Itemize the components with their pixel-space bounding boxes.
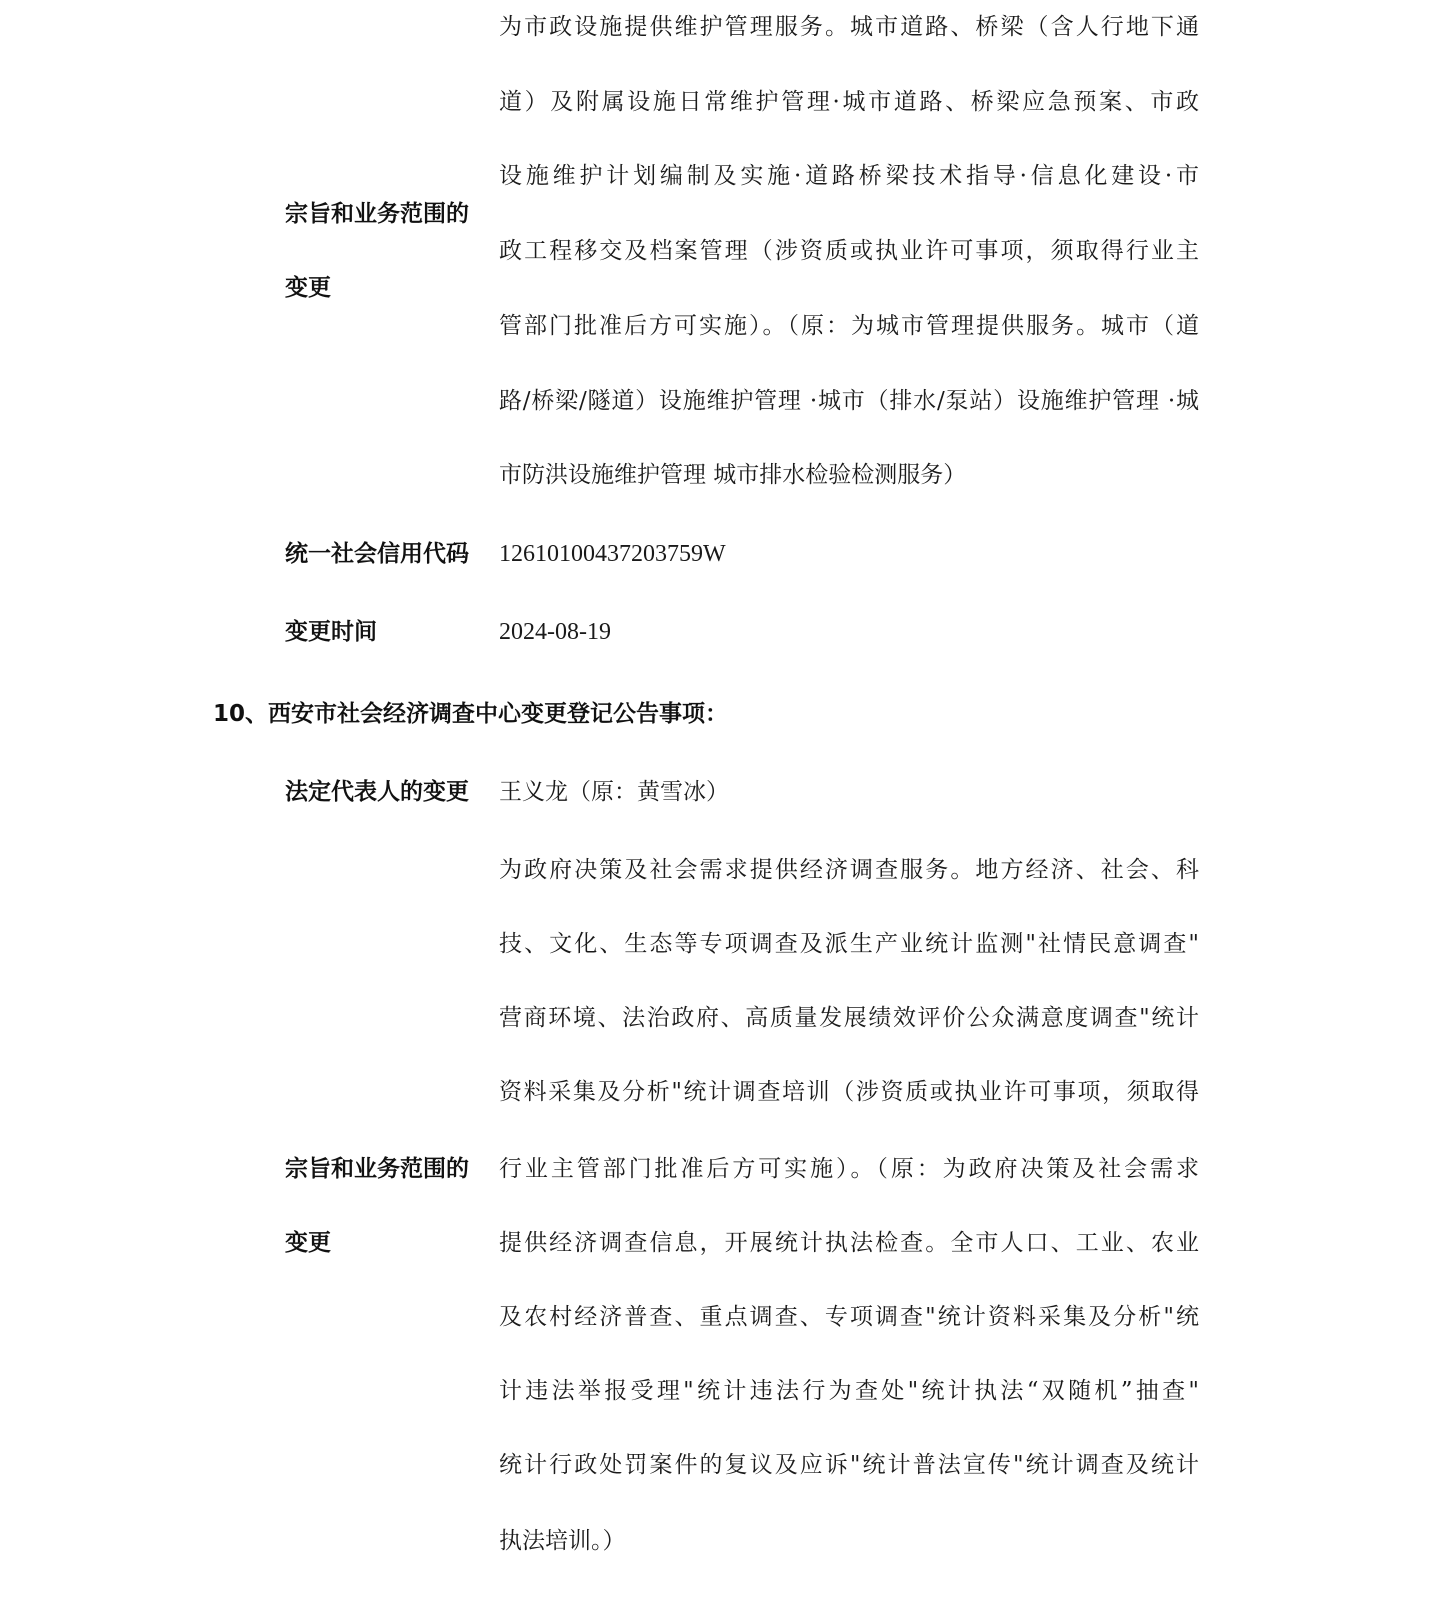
legal-rep-change-value: 王义龙（原：黄雪冰） bbox=[499, 779, 729, 805]
section-heading: 10、西安市社会经济调查中心变更登记公告事项： bbox=[213, 701, 729, 727]
scope-text-line: 路/桥梁/隧道）设施维护管理 ·城市（排水/泵站）设施维护管理 ·城 bbox=[499, 388, 1199, 414]
scope-change-label-line1: 宗旨和业务范围的 bbox=[285, 201, 469, 227]
scope-text-line: 提供经济调查信息，开展统计执法检查。全市人口、工业、农业 bbox=[499, 1230, 1199, 1256]
scope-change-label-line2: 变更 bbox=[285, 1230, 331, 1256]
credit-code-label: 统一社会信用代码 bbox=[285, 541, 469, 567]
scope-text-line: 设施维护计划编制及实施·道路桥梁技术指导·信息化建设·市 bbox=[499, 163, 1199, 189]
scope-change-label-line2: 变更 bbox=[285, 275, 331, 301]
scope-text-line: 营商环境、法治政府、高质量发展绩效评价公众满意度调查"统计 bbox=[499, 1005, 1199, 1031]
change-date-value: 2024-08-19 bbox=[499, 619, 611, 645]
credit-code-value: 12610100437203759W bbox=[499, 541, 726, 567]
scope-text-line: 执法培训。） bbox=[499, 1528, 626, 1554]
scope-text-line: 政工程移交及档案管理（涉资质或执业许可事项，须取得行业主 bbox=[499, 238, 1199, 264]
scope-text-line: 为市政设施提供维护管理服务。城市道路、桥梁（含人行地下通 bbox=[499, 14, 1199, 40]
scope-text-line: 统计行政处罚案件的复议及应诉"统计普法宣传"统计调查及统计 bbox=[499, 1452, 1199, 1478]
scope-change-label-line1: 宗旨和业务范围的 bbox=[285, 1156, 469, 1182]
scope-text-line: 资料采集及分析"统计调查培训（涉资质或执业许可事项，须取得 bbox=[499, 1079, 1199, 1105]
legal-rep-change-label: 法定代表人的变更 bbox=[285, 779, 469, 805]
change-date-label: 变更时间 bbox=[285, 619, 377, 645]
scope-text-line: 技、文化、生态等专项调查及派生产业统计监测"社情民意调查" bbox=[499, 931, 1199, 957]
scope-text-line: 道）及附属设施日常维护管理·城市道路、桥梁应急预案、市政 bbox=[499, 89, 1199, 115]
scope-text-line: 计违法举报受理"统计违法行为查处"统计执法“双随机”抽查" bbox=[499, 1378, 1199, 1404]
scope-text-line: 及农村经济普查、重点调查、专项调查"统计资料采集及分析"统 bbox=[499, 1304, 1199, 1330]
scope-text-line: 为政府决策及社会需求提供经济调查服务。地方经济、社会、科 bbox=[499, 857, 1199, 883]
scope-text-line: 行业主管部门批准后方可实施）。（原：为政府决策及社会需求 bbox=[499, 1156, 1199, 1182]
scope-text-line: 市防洪设施维护管理 城市排水检验检测服务） bbox=[499, 462, 967, 488]
scope-text-line: 管部门批准后方可实施）。（原：为城市管理提供服务。城市（道 bbox=[499, 313, 1199, 339]
